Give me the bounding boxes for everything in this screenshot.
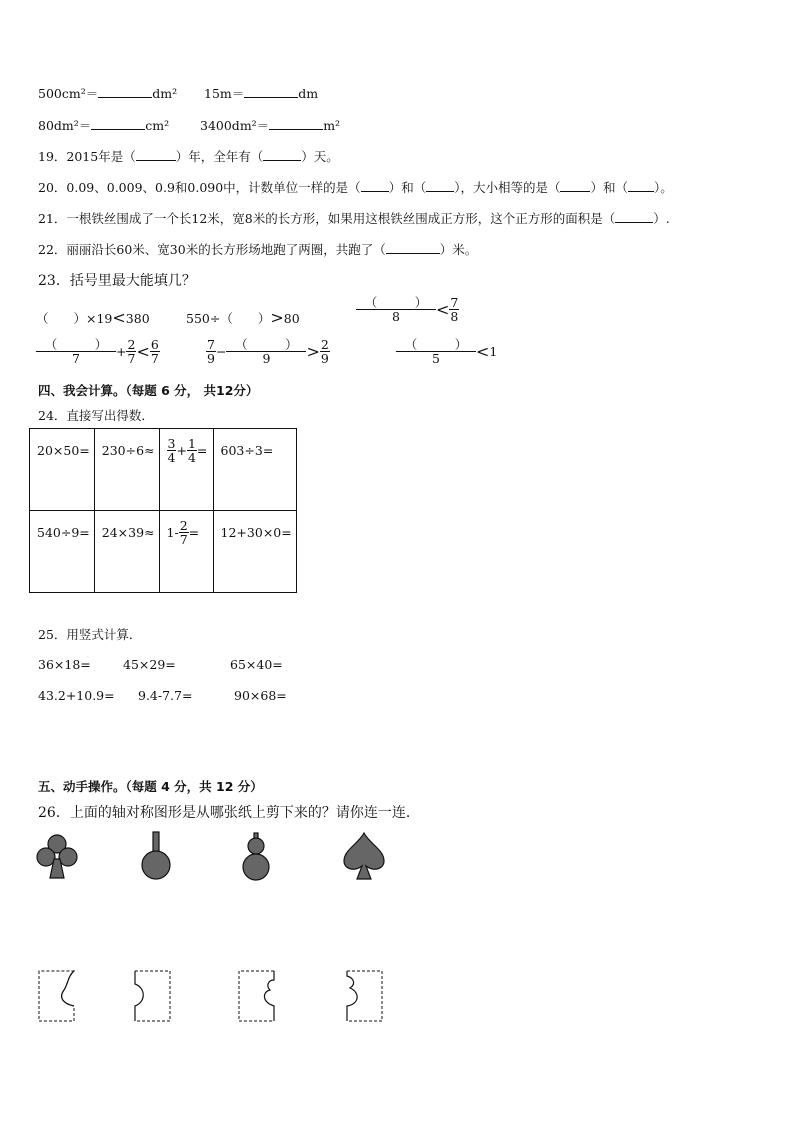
fraction-blank[interactable]: $\frac{( )}{5}$	[396, 338, 476, 365]
less-than-sign: <	[436, 300, 450, 320]
q23-expr-6	[396, 338, 497, 365]
calc-table	[29, 428, 297, 593]
fraction: $\frac{1}{4}$	[187, 436, 196, 466]
fraction: $\frac{7}{8}$	[450, 295, 459, 325]
answer-blank[interactable]	[136, 148, 176, 161]
q23-expr-3	[356, 296, 459, 323]
question-25-title: 25．用竖式计算．	[38, 627, 142, 642]
question-19	[38, 147, 339, 165]
calc-item[interactable]: 36×18=	[38, 657, 91, 672]
conversion-4-left: 3400dm²＝	[200, 118, 270, 133]
conversion-3-left: 80dm²＝	[38, 118, 92, 133]
calc-item[interactable]: 45×29=	[123, 657, 176, 672]
answer-blank[interactable]	[91, 117, 145, 130]
answer-blank[interactable]	[560, 179, 590, 192]
conversion-1	[38, 84, 177, 102]
conversion-3	[38, 116, 169, 134]
calc-cell[interactable]: 540÷9=	[30, 511, 95, 593]
less-than-sign: <	[136, 342, 150, 362]
fraction: $\frac{2}{9}$	[320, 337, 329, 367]
calc-cell[interactable]: 12+30×0=	[213, 511, 296, 593]
spade-icon[interactable]	[340, 830, 388, 882]
equals-sign: =	[196, 443, 208, 459]
equals-sign: =	[188, 525, 200, 541]
gourd-bottle-icon[interactable]	[140, 830, 172, 882]
q21-text: ）.	[653, 211, 670, 226]
answer-blank[interactable]	[615, 210, 653, 223]
fraction-blank[interactable]: $\frac{( )}{9}$	[226, 338, 306, 365]
fraction: $\frac{2}{7}$	[127, 337, 136, 367]
expr-text: 550÷（ ）	[186, 311, 271, 326]
conversion-2	[204, 84, 318, 102]
calc-cell[interactable]: 230÷6≈	[94, 429, 159, 511]
q23-expr-1	[36, 308, 150, 327]
q22-text: ）米。	[439, 242, 478, 257]
folded-paper-1[interactable]	[36, 968, 78, 1024]
table-row	[30, 429, 297, 511]
q20-text: ）。	[653, 180, 673, 195]
expr-text: （ ）×19	[36, 311, 113, 326]
expr-text: 1	[489, 344, 498, 360]
question-24-title: 24．直接写出得数．	[38, 408, 154, 423]
greater-than-sign: >	[306, 342, 320, 362]
question-21	[38, 209, 670, 227]
club-icon[interactable]	[34, 833, 80, 881]
calc-item[interactable]: 9.4-7.7=	[138, 688, 193, 703]
plus-sign: +	[116, 344, 127, 360]
question-20	[38, 178, 673, 196]
q21-text: 21．一根铁丝围成了一个长12米，宽8米的长方形，如果用这根铁丝围成正方形，这个正方形的面积是（	[38, 211, 616, 226]
conversion-4	[200, 116, 340, 134]
q19-text: ）天。	[301, 149, 339, 164]
answer-blank[interactable]	[263, 148, 301, 161]
plus-sign: +	[176, 443, 187, 459]
calc-item[interactable]: 43.2+10.9=	[38, 688, 115, 703]
calc-cell[interactable]	[159, 429, 213, 511]
q20-text: ）和（	[590, 180, 628, 195]
expr-text: 80	[283, 311, 300, 326]
conversion-2-left: 15m＝	[204, 86, 245, 101]
q20-text: ），大小相等的是（	[454, 180, 561, 195]
q22-text: 22．丽丽沿长60米、宽30米的长方形场地跑了两圈，共跑了（	[38, 242, 386, 257]
conversion-3-unit: cm²	[145, 118, 170, 133]
folded-paper-2[interactable]	[132, 968, 174, 1024]
calc-cell[interactable]: 603÷3=	[213, 429, 296, 511]
expr-text: 1-	[166, 525, 179, 541]
answer-blank[interactable]	[386, 241, 440, 254]
fraction: $\frac{2}{7}$	[179, 518, 188, 548]
q20-text: ）和（	[388, 180, 427, 195]
gourd-icon[interactable]	[240, 832, 272, 882]
fraction: $\frac{3}{4}$	[167, 436, 176, 466]
greater-than-sign: >	[270, 308, 284, 327]
answer-blank[interactable]	[98, 85, 152, 98]
q23-expr-2	[186, 308, 300, 327]
conversion-1-left: 500cm²＝	[38, 86, 99, 101]
q23-expr-5	[206, 338, 330, 365]
question-26-title: 26．上面的轴对称图形是从哪张纸上剪下来的？请你连一连．	[38, 805, 420, 821]
answer-blank[interactable]	[361, 179, 389, 192]
q19-text: 19．2015年是（	[38, 149, 136, 164]
answer-blank[interactable]	[269, 117, 323, 130]
answer-blank[interactable]	[244, 85, 298, 98]
question-23-title: 23．括号里最大能填几？	[38, 273, 196, 289]
section-5-title: 五、动手操作。（每题 4 分，共 12 分）	[38, 779, 263, 794]
section-4-title: 四、我会计算。（每题 6 分， 共12分）	[38, 383, 259, 398]
less-than-sign: <	[112, 308, 126, 327]
q19-text: ）年，全年有（	[175, 149, 264, 164]
conversion-2-unit: dm	[298, 86, 319, 101]
calc-item[interactable]: 65×40=	[230, 657, 283, 672]
conversion-4-unit: m²	[323, 118, 341, 133]
calc-cell[interactable]: 24×39≈	[94, 511, 159, 593]
conversion-1-unit: dm²	[152, 86, 178, 101]
fraction: $\frac{6}{7}$	[150, 337, 159, 367]
minus-sign: −	[215, 344, 227, 360]
fraction-blank[interactable]: $\frac{( )}{7}$	[36, 338, 116, 365]
q23-expr-4	[36, 338, 160, 365]
calc-item[interactable]: 90×68=	[234, 688, 287, 703]
calc-cell[interactable]: 20×50=	[30, 429, 95, 511]
folded-paper-3[interactable]	[236, 968, 278, 1024]
calc-cell[interactable]	[159, 511, 213, 593]
q20-text: 20．0.09、0.009、0.9和0.090中，计数单位一样的是（	[38, 180, 361, 195]
fraction-blank[interactable]: $\frac{( )}{8}$	[356, 296, 436, 323]
table-row	[30, 511, 297, 593]
expr-text: 380	[125, 311, 150, 326]
fraction: $\frac{7}{9}$	[207, 337, 215, 367]
answer-blank[interactable]	[628, 179, 654, 192]
folded-paper-4[interactable]	[344, 968, 386, 1024]
answer-blank[interactable]	[426, 179, 454, 192]
question-22	[38, 240, 477, 258]
less-than-sign: <	[476, 342, 490, 362]
